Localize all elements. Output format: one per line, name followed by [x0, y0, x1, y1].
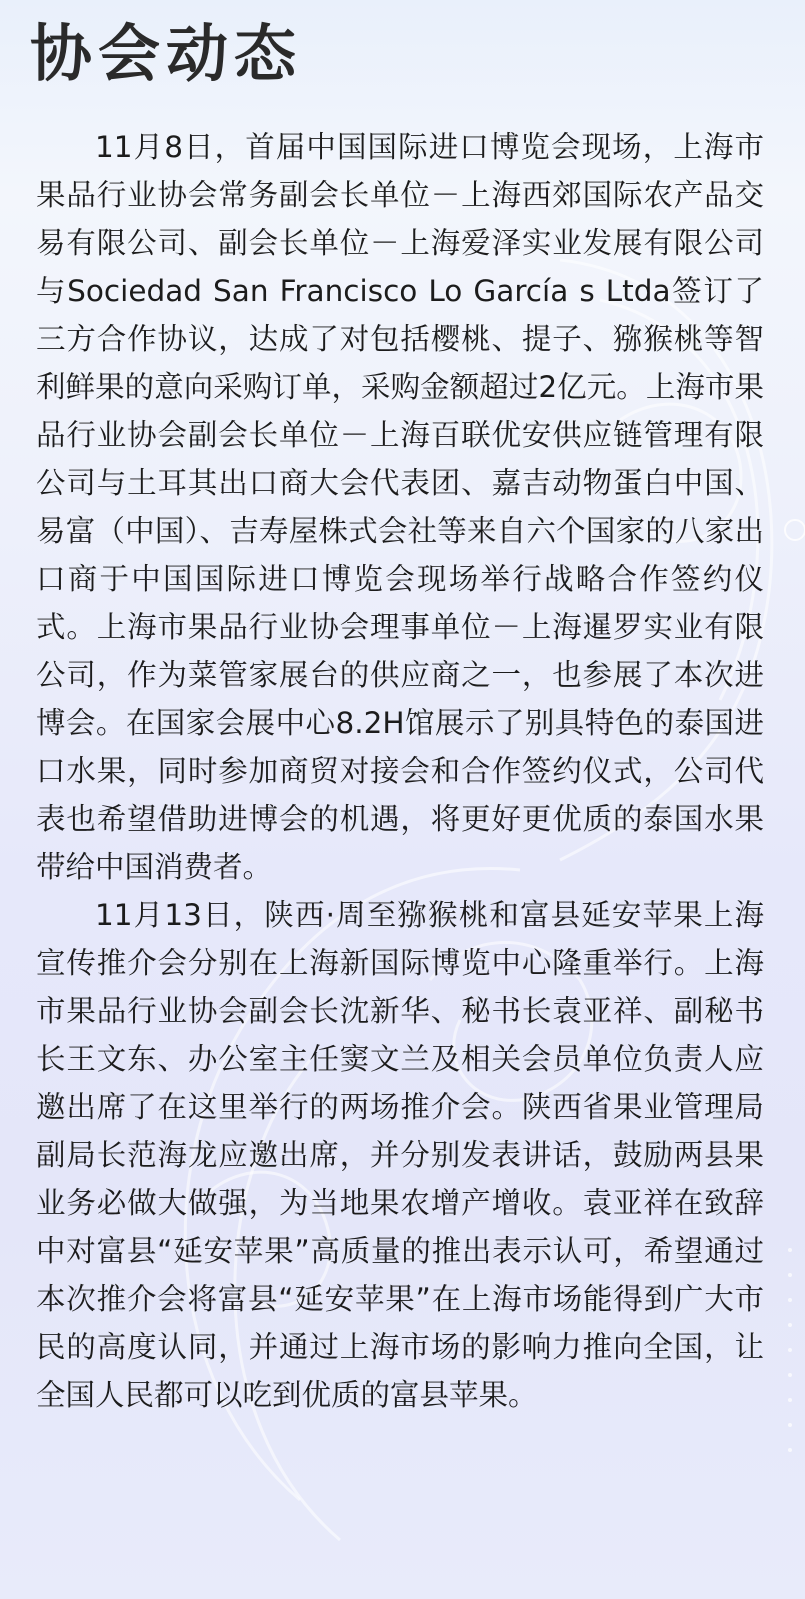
article-body — [36, 123, 764, 1419]
article-paragraph-2: 11月13日，陕西·周至猕猴桃和富县延安苹果上海宣传推介会分别在上海新国际博览中心隆重举行。上海市果品行业协会副会长沈新华、秘书长袁亚祥、副秘书长王文东、办公室主任窦文兰及相关会员单位负责人应邀出席了在这里举行的两场推介会。陕西省果业管理局副局长范海龙应邀出席，并分别发表讲话，鼓励两县果业务必做大做强，为当地果农增产增收。袁亚祥在致辞中对富县“延安苹果”高质量的推出表示认可，希望通过本次推介会将富县“延安苹果”在上海市场能得到广大市民的高度认同，并通过上海市场的影响力推向全国，让全国人民都可以吃到优质的富县苹果。 — [36, 898, 764, 1412]
article-paragraph-1: 11月8日，首届中国国际进口博览会现场，上海市果品行业协会常务副会长单位－上海西郊国际农产品交易有限公司、副会长单位－上海爱泽实业发展有限公司与Sociedad San Francisco Lo García s Ltda签订了三方合作协议，达成了对包括樱桃、提子、猕猴桃等智利鲜果的意向采购订单，采购金额超过2亿元。上海市果品行业协会副会长单位－上海百联优安供应链管理有限公司与土耳其出口商大会代表团、嘉吉动物蛋白中国、易富（中国）、吉寿屋株式会社等来自六个国家的八家出口商于中国国际进口博览会现场举行战略合作签约仪式。上海市果品行业协会理事单位－上海暹罗实业有限公司，作为菜管家展台的供应商之一，也参展了本次进博会。在国家会展中心8.2H馆展示了别具特色的泰国进口水果，同时参加商贸对接会和合作签约仪式，公司代表也希望借助进博会的机遇，将更好更优质的泰国水果带给中国消费者。 — [36, 130, 764, 884]
page-title: 协会动态 — [30, 17, 303, 90]
